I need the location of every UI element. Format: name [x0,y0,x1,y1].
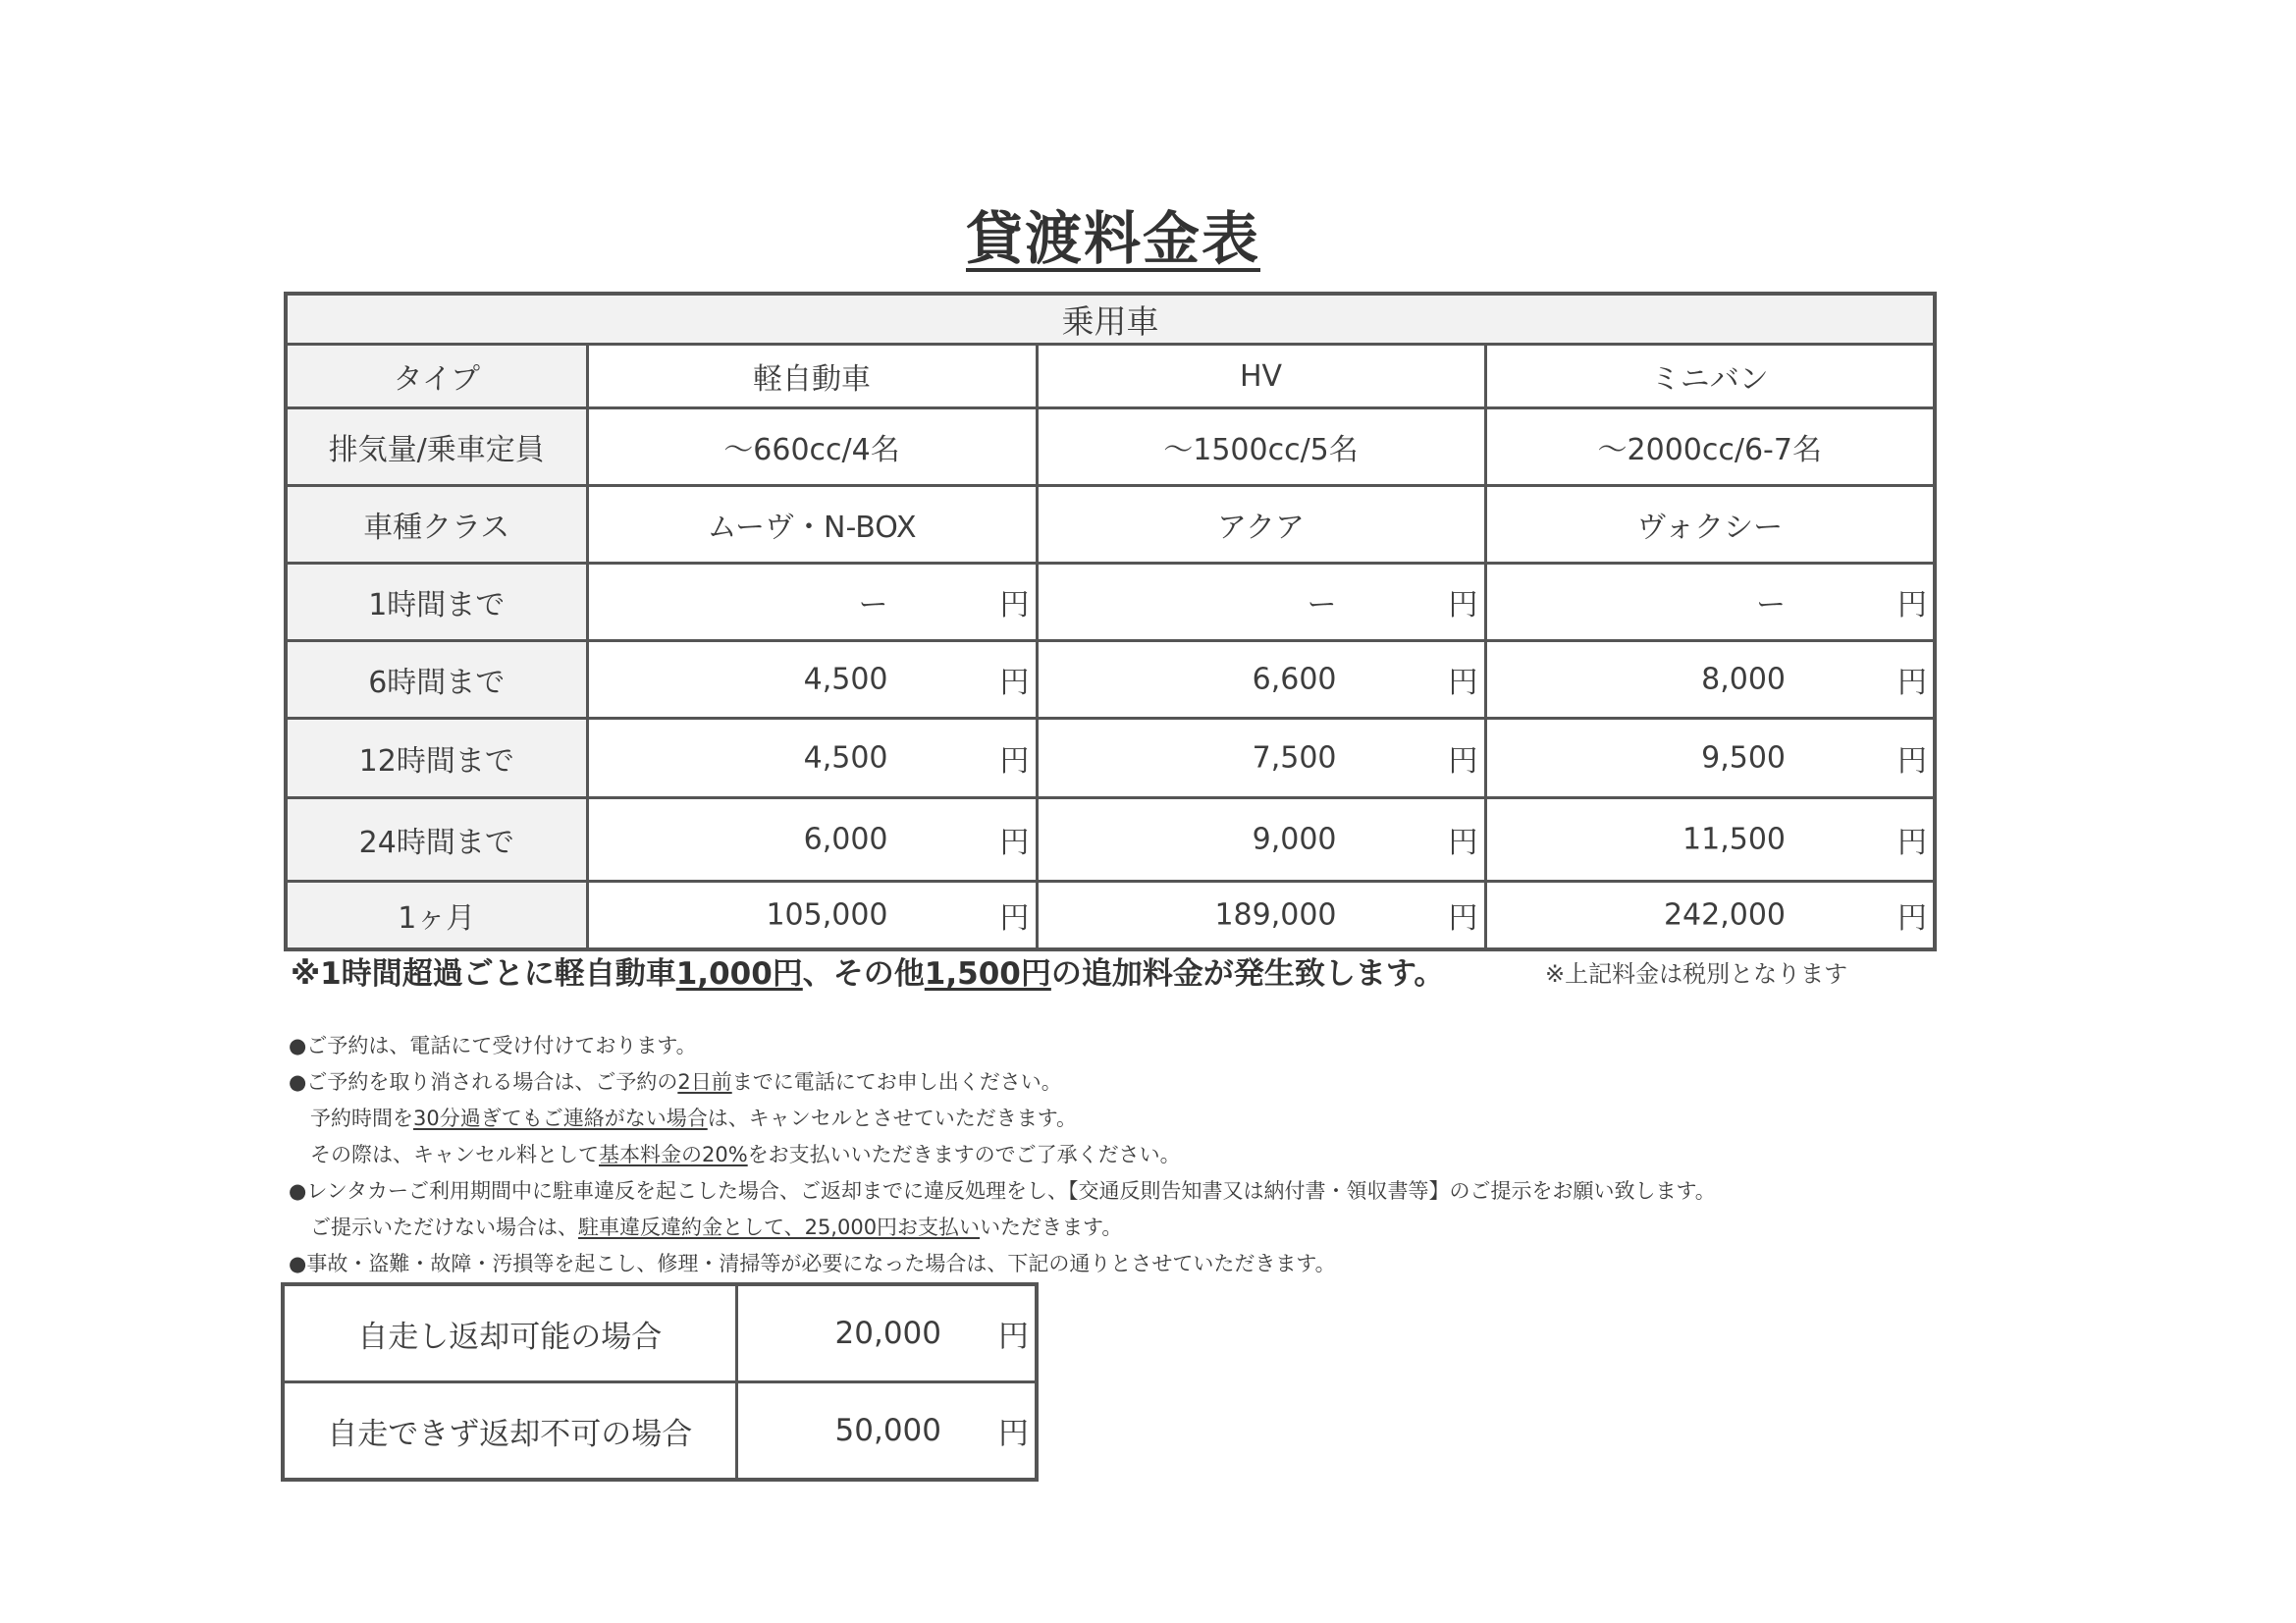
table-row-price-1h [286,564,1935,641]
note-text: その際は、キャンセル料として [310,1143,599,1166]
note-parking-penalty [289,1210,1716,1246]
cell-displacement-minivan: ～2000cc/6-7名 [1485,408,1935,486]
note-text: いただきます。 [980,1216,1123,1239]
note-cancellation [289,1064,1716,1101]
tax-note: ※上記料金は税別となります [1545,960,1848,988]
yen-unit: 円 [1448,826,1478,860]
price-amount: ー [1756,588,1786,622]
surcharge-kei-amount: 1,000円 [675,956,803,992]
note-parking-violation: ●レンタカーご利用期間中に駐車違反を起こした場合、ご返却までに違反処理をし、【交通反則告知書又は納付書・領収書等】のご提示をお願い致します。 [289,1179,1716,1203]
price-cell [1037,564,1485,641]
damage-label-drivable: 自走し返却可能の場合 [283,1284,736,1382]
note-text: 予約時間を [310,1107,413,1130]
yen-unit: 円 [1448,901,1478,936]
table-row-price-1month [286,882,1935,950]
row-label-car-class: 車種クラス [286,486,587,564]
price-cell [1485,798,1935,882]
yen-unit: 円 [1897,666,1927,700]
damage-amount: 20,000 [834,1316,941,1351]
table-row-car-class [286,486,1935,564]
price-amount: 7,500 [1252,740,1337,776]
cell-class-minivan: ヴォクシー [1485,486,1935,564]
vehicle-group-header: 乗用車 [286,294,1935,345]
row-label-24h: 24時間まで [286,798,587,882]
cell-type-minivan: ミニバン [1485,345,1935,408]
price-cell [587,564,1037,641]
note-reservation: ●ご予約は、電話にて受け付けております。 [289,1034,697,1057]
price-amount: 4,500 [803,662,888,697]
yen-unit: 円 [1448,744,1478,779]
price-amount: 242,000 [1663,897,1786,933]
yen-unit: 円 [1897,588,1927,622]
yen-unit: 円 [1448,588,1478,622]
page-title: 貸渡料金表 [966,205,1261,272]
price-cell [1485,641,1935,719]
price-cell [1485,719,1935,798]
yen-unit: 円 [998,1319,1029,1355]
price-cell [1485,564,1935,641]
row-label-12h: 12時間まで [286,719,587,798]
note-emphasis: 基本料金の20% [599,1143,748,1166]
row-label-1h: 1時間まで [286,564,587,641]
yen-unit: 円 [999,588,1030,622]
price-cell [587,798,1037,882]
table-row-price-6h [286,641,1935,719]
damage-amount: 50,000 [834,1413,941,1448]
yen-unit: 円 [999,744,1030,779]
price-cell [1037,719,1485,798]
price-cell [1037,798,1485,882]
price-amount: 9,000 [1252,822,1337,857]
price-cell [587,641,1037,719]
row-label-displacement: 排気量/乗車定員 [286,408,587,486]
yen-unit: 円 [1897,826,1927,860]
price-amount: 6,000 [803,822,888,857]
table-header-row [286,294,1935,345]
table-row [283,1284,1037,1382]
note-text: までに電話にてお申し出ください。 [731,1070,1062,1094]
cell-displacement-kei: ～660cc/4名 [587,408,1037,486]
yen-unit: 円 [1448,666,1478,700]
price-cell [1485,882,1935,950]
row-label-1month: 1ヶ月 [286,882,587,950]
price-cell [1037,882,1485,950]
surcharge-other-amount: 1,500円 [924,956,1051,992]
note-no-show [289,1101,1716,1137]
rate-table [284,292,1937,951]
table-row [283,1382,1037,1481]
damage-fee-table [281,1282,1039,1482]
yen-unit: 円 [1897,744,1927,779]
price-amount: 8,000 [1701,662,1786,697]
cell-class-hv: アクア [1037,486,1485,564]
row-label-type: タイプ [286,345,587,408]
row-label-6h: 6時間まで [286,641,587,719]
table-row-price-24h [286,798,1935,882]
price-amount: 9,500 [1701,740,1786,776]
damage-price-cell [736,1382,1037,1481]
overtime-surcharge-note [291,948,1444,993]
yen-unit: 円 [999,901,1030,936]
yen-unit: 円 [999,666,1030,700]
damage-price-cell [736,1284,1037,1382]
price-amount: 6,600 [1252,662,1337,697]
price-amount: ー [858,588,888,622]
table-row-type [286,345,1935,408]
surcharge-prefix: ※1時間超過ごとに軽自動車 [291,956,676,992]
note-text: をお支払いいただきますのでご了承ください。 [747,1143,1181,1166]
note-emphasis: 30分過ぎてもご連絡がない場合 [413,1107,708,1130]
table-row-displacement [286,408,1935,486]
note-accident: ●事故・盗難・故障・汚損等を起こし、修理・清掃等が必要になった場合は、下記の通りとさせていただきます。 [289,1252,1336,1275]
note-emphasis: 2日前 [677,1070,732,1094]
price-amount: 11,500 [1682,822,1786,857]
note-cancel-fee [289,1137,1716,1173]
price-amount: 189,000 [1214,897,1337,933]
note-text: ●ご予約を取り消される場合は、ご予約の [289,1070,678,1094]
price-cell [1037,641,1485,719]
price-cell [587,719,1037,798]
yen-unit: 円 [998,1416,1029,1452]
cell-class-kei: ムーヴ・N-BOX [587,486,1037,564]
note-text: ご提示いただけない場合は、 [310,1216,578,1239]
terms-notes [289,1028,1716,1282]
note-text: は、キャンセルとさせていただきます。 [707,1107,1078,1130]
cell-type-hv: HV [1037,345,1485,408]
table-row-price-12h [286,719,1935,798]
yen-unit: 円 [1897,901,1927,936]
cell-type-kei: 軽自動車 [587,345,1037,408]
surcharge-middle: 、その他 [802,956,925,992]
price-amount: 105,000 [766,897,888,933]
note-emphasis: 駐車違反違約金として、25,000円お支払い [578,1216,981,1239]
price-amount: ー [1307,588,1337,622]
price-amount: 4,500 [803,740,888,776]
cell-displacement-hv: ～1500cc/5名 [1037,408,1485,486]
price-cell [587,882,1037,950]
yen-unit: 円 [999,826,1030,860]
surcharge-suffix: の追加料金が発生致します。 [1050,956,1445,992]
damage-label-not-drivable: 自走できず返却不可の場合 [283,1382,736,1481]
